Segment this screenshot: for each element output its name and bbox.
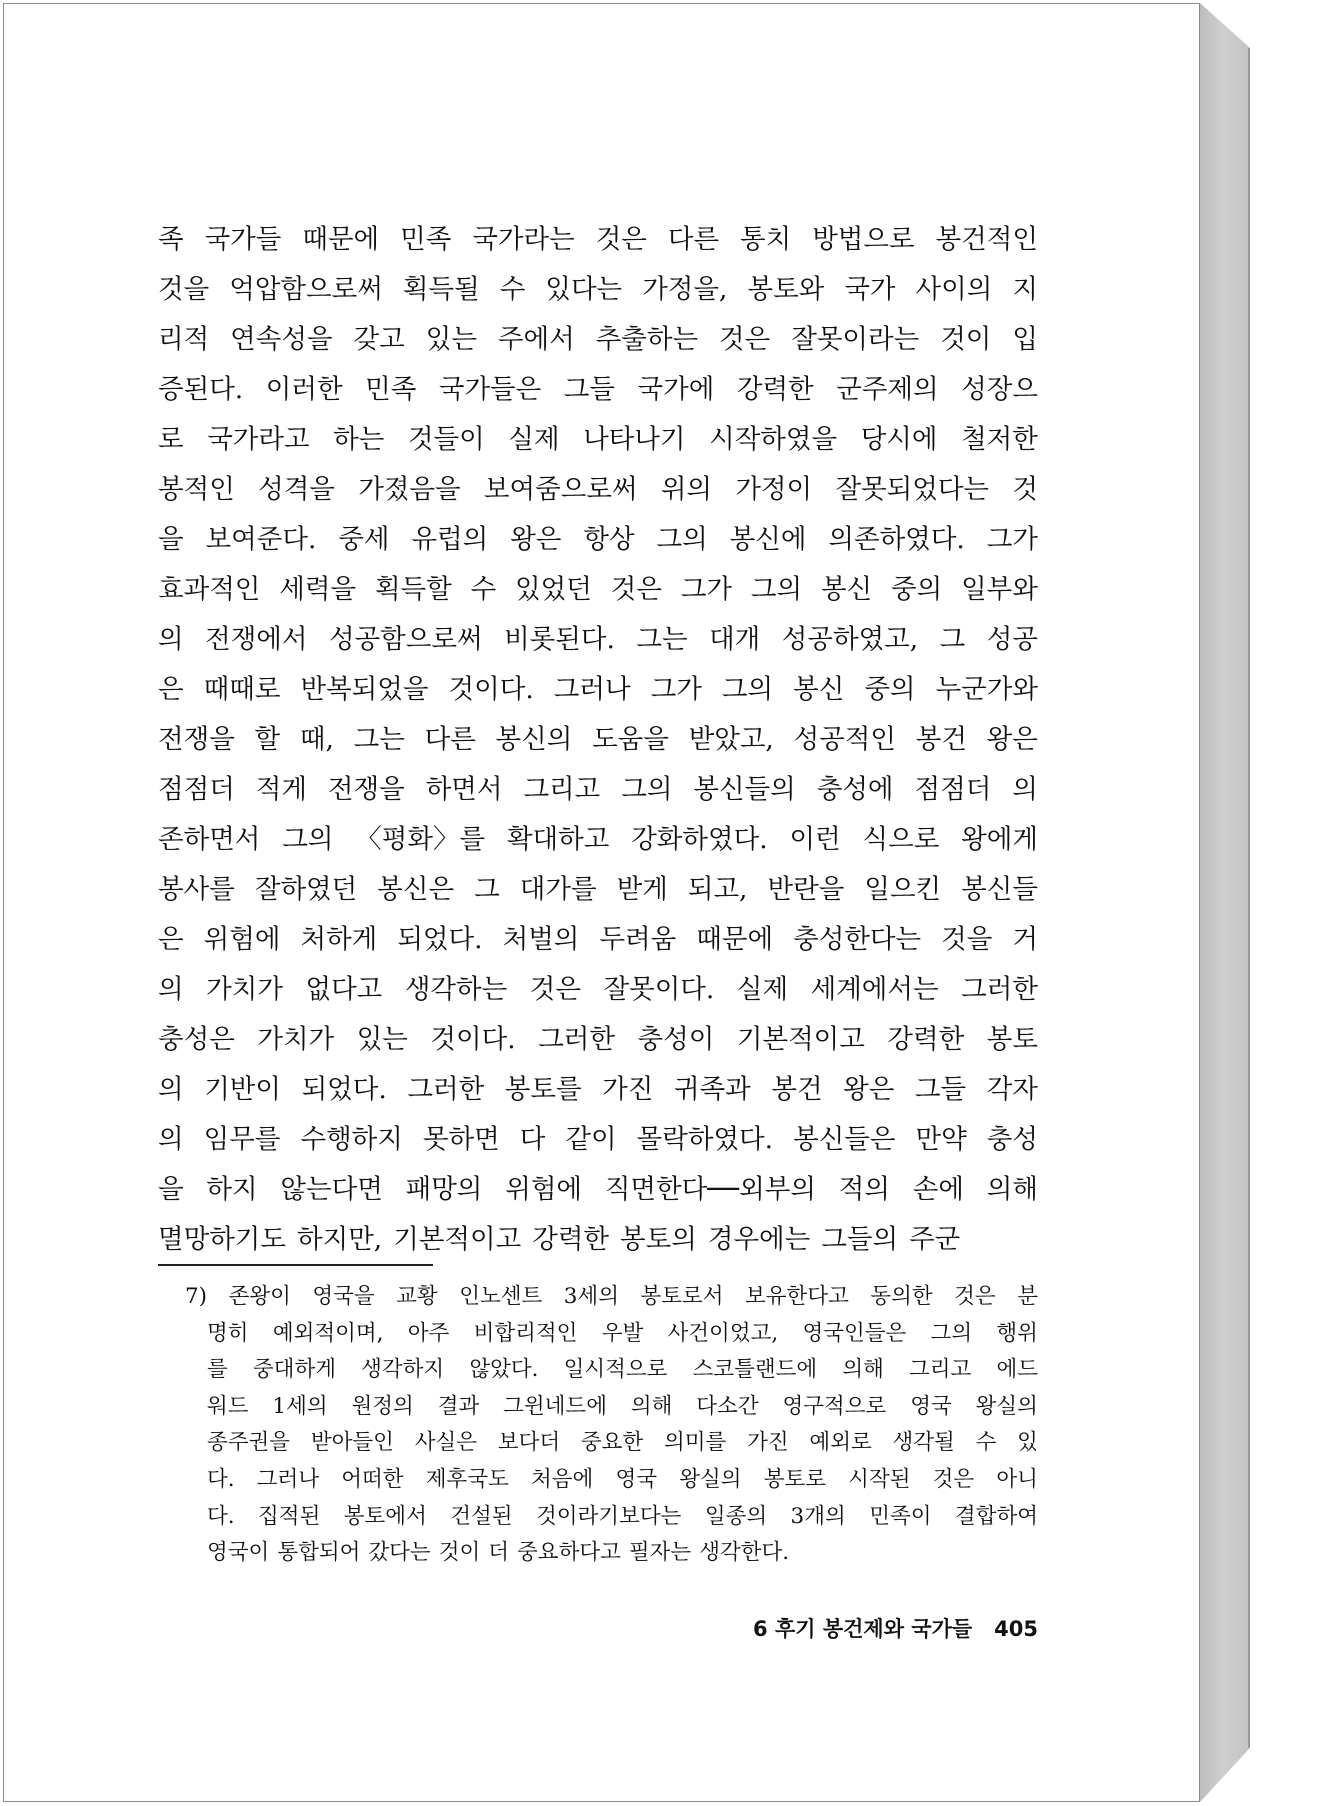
body-line: 을 하지 않는다면 패망의 위험에 직면한다──외부의 적의 손에 의해 bbox=[158, 1174, 1038, 1205]
body-line: 은 때때로 반복되었을 것이다. 그러나 그가 그의 봉신 중의 누군가와 bbox=[158, 674, 1038, 705]
body-line: 족 국가들 때문에 민족 국가라는 것은 다른 통치 방법으로 봉건적인 bbox=[158, 224, 1038, 255]
body-line: 멸망하기도 하지만, 기본적이고 강력한 봉토의 경우에는 그들의 주군 bbox=[158, 1224, 961, 1255]
body-line: 의 기반이 되었다. 그러한 봉토를 가진 귀족과 봉건 왕은 그들 각자 bbox=[158, 1074, 1038, 1105]
body-line: 봉사를 잘하였던 봉신은 그 대가를 받게 되고, 반란을 일으킨 봉신들 bbox=[158, 874, 1038, 905]
body-line: 의 가치가 없다고 생각하는 것은 잘못이다. 실제 세계에서는 그러한 bbox=[158, 974, 1038, 1005]
footnote-line: 7) 존왕이 영국을 교황 인노센트 3세의 봉토로서 보유한다고 동의한 것은 분 bbox=[185, 1284, 1038, 1309]
footnote-line: 워드 1세의 원정의 결과 그윈네드에 의해 다소간 영구적으로 영국 왕실의 bbox=[207, 1393, 1038, 1419]
footnote-line: 를 중대하게 생각하지 않았다. 일시적으로 스코틀랜드에 의해 그리고 에드 bbox=[207, 1357, 1038, 1383]
running-title: 6 후기 봉건제와 국가들 bbox=[753, 1617, 973, 1641]
body-line: 충성은 가치가 있는 것이다. 그러한 충성이 기본적이고 강력한 봉토 bbox=[158, 1024, 1038, 1055]
body-line: 리적 연속성을 갖고 있는 주에서 추출하는 것은 잘못이라는 것이 입 bbox=[158, 324, 1038, 355]
body-text bbox=[158, 215, 1038, 1265]
footnote-separator bbox=[158, 1264, 433, 1266]
footnote bbox=[185, 1279, 1038, 1572]
body-line: 의 임무를 수행하지 못하면 다 같이 몰락하였다. 봉신들은 만약 충성 bbox=[158, 1124, 1038, 1155]
body-line: 의 전쟁에서 성공함으로써 비롯된다. 그는 대개 성공하였고, 그 성공 bbox=[158, 624, 1038, 655]
book-spine-outline bbox=[1248, 48, 1250, 1748]
page-number: 405 bbox=[994, 1617, 1038, 1641]
body-line: 것을 억압함으로써 획득될 수 있다는 가정을, 봉토와 국가 사이의 지 bbox=[158, 274, 1038, 305]
footnote-line: 종주권을 받아들인 사실은 보다더 중요한 의미를 가진 예외로 생각될 수 있 bbox=[207, 1430, 1038, 1456]
book-spine-edge bbox=[1200, 3, 1250, 1802]
footnote-line: 다. 집적된 봉토에서 건설된 것이라기보다는 일종의 3개의 민족이 결합하여 bbox=[207, 1503, 1038, 1529]
body-line: 존하면서 그의 〈평화〉를 확대하고 강화하였다. 이런 식으로 왕에게 bbox=[158, 824, 1038, 855]
footnote-line: 영국이 통합되어 갔다는 것이 더 중요하다고 필자는 생각한다. bbox=[207, 1540, 790, 1566]
body-line: 은 위험에 처하게 되었다. 처벌의 두려움 때문에 충성한다는 것을 거 bbox=[158, 924, 1038, 955]
footnote-line: 다. 그러나 어떠한 제후국도 처음에 영국 왕실의 봉토로 시작된 것은 아니 bbox=[207, 1466, 1038, 1492]
body-line: 을 보여준다. 중세 유럽의 왕은 항상 그의 봉신에 의존하였다. 그가 bbox=[158, 524, 1038, 555]
body-line: 전쟁을 할 때, 그는 다른 봉신의 도움을 받았고, 성공적인 봉건 왕은 bbox=[158, 724, 1038, 755]
running-footer bbox=[700, 1613, 1038, 1643]
body-line: 점점더 적게 전쟁을 하면서 그리고 그의 봉신들의 충성에 점점더 의 bbox=[158, 774, 1038, 805]
body-line: 로 국가라고 하는 것들이 실제 나타나기 시작하였을 당시에 철저한 bbox=[158, 424, 1038, 455]
body-line: 증된다. 이러한 민족 국가들은 그들 국가에 강력한 군주제의 성장으 bbox=[158, 374, 1038, 405]
footnote-line: 명히 예외적이며, 아주 비합리적인 우발 사건이었고, 영국인들은 그의 행위 bbox=[207, 1320, 1038, 1346]
body-line: 봉적인 성격을 가졌음을 보여줌으로써 위의 가정이 잘못되었다는 것 bbox=[158, 474, 1038, 505]
body-line: 효과적인 세력을 획득할 수 있었던 것은 그가 그의 봉신 중의 일부와 bbox=[158, 574, 1038, 605]
